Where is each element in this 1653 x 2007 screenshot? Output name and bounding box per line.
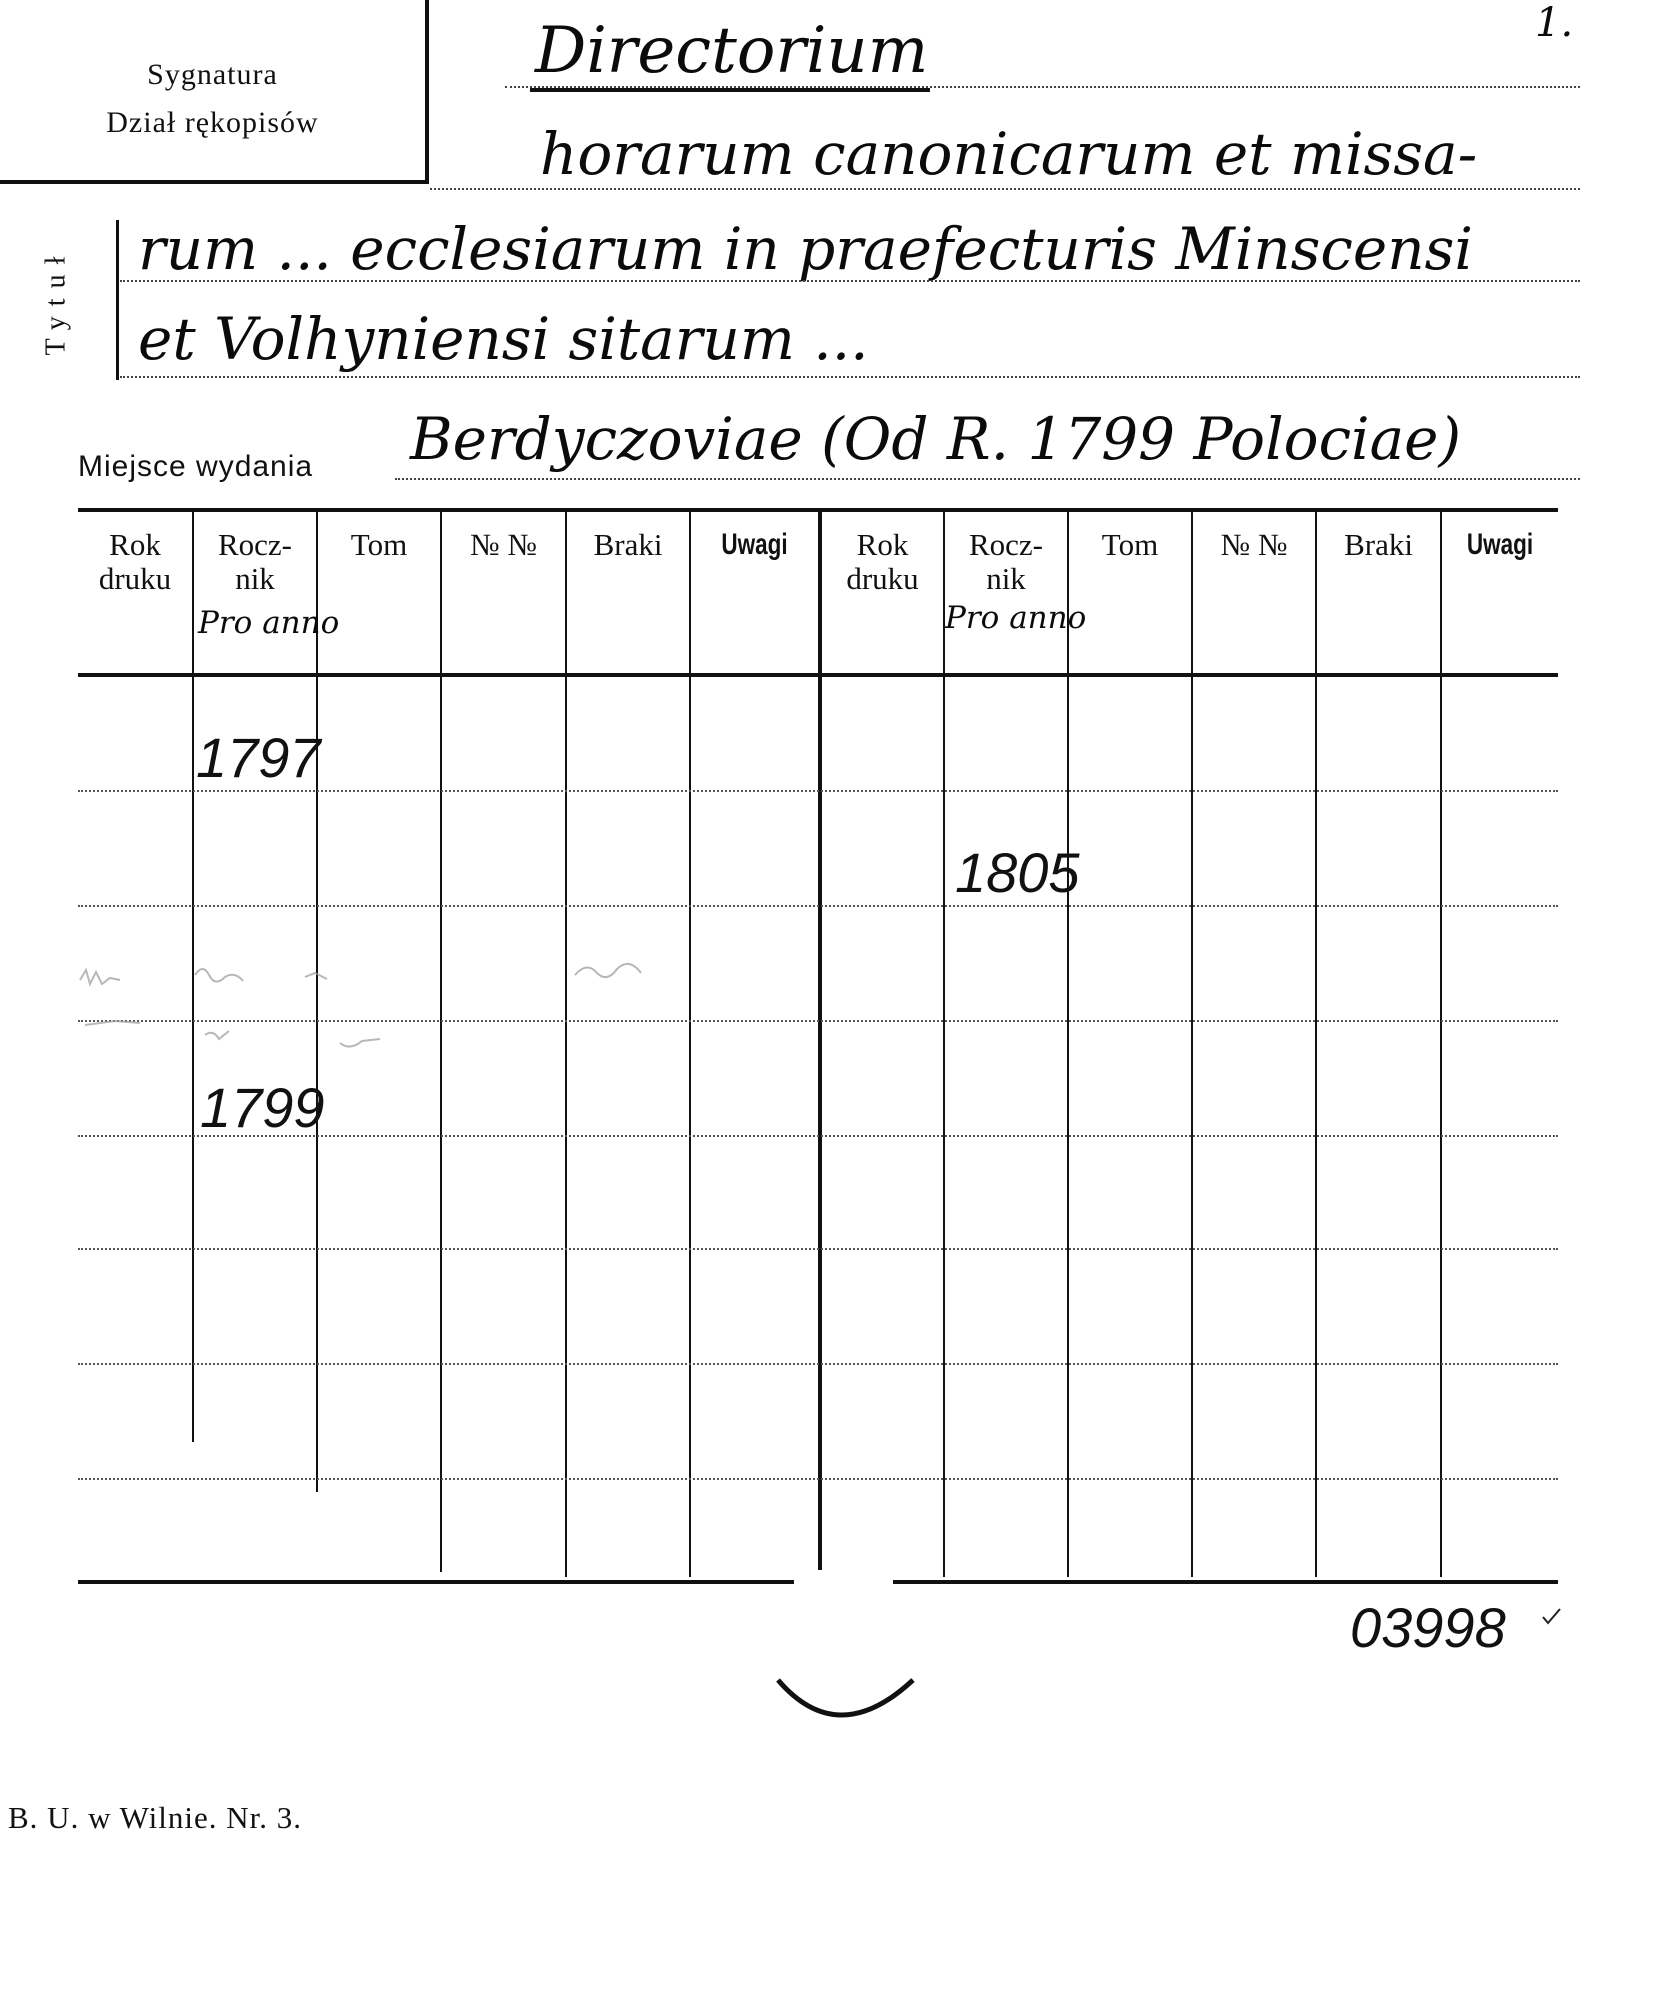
col-divider — [1191, 512, 1193, 1577]
col-header-rok-druku: Rok druku — [98, 527, 172, 596]
table-bottom-rule-left — [78, 1580, 794, 1584]
title-heading: Directorium — [535, 14, 929, 88]
col-header-uwagi: Uwagi — [721, 528, 788, 561]
col-header-braki: Braki — [593, 527, 663, 562]
title-line-4: et Volhyniensi sitarum ... — [138, 305, 869, 373]
year-entry: 1797 — [196, 726, 321, 789]
year-entry: 1805 — [955, 841, 1080, 904]
title-line-2: horarum canonicarum et missa- — [540, 120, 1478, 188]
table-row-line — [78, 905, 1558, 907]
title-dotline-3 — [120, 280, 1580, 282]
department-label: Dział rękopisów — [106, 106, 319, 139]
table-bottom-rule-right — [893, 1580, 1558, 1584]
col-header-numbers: № № — [1220, 527, 1288, 562]
col-header-tom: Tom — [350, 527, 408, 562]
title-dotline-1 — [505, 86, 1580, 88]
col-divider — [943, 512, 945, 1577]
rocznik-note: Pro anno — [198, 605, 340, 641]
table-center-divider — [818, 508, 822, 1570]
signature-box — [0, 0, 429, 184]
col-header-tom: Tom — [1101, 527, 1159, 562]
col-divider — [1315, 512, 1317, 1577]
signature-label: Sygnatura — [147, 58, 278, 91]
curve-mark — [770, 1670, 920, 1740]
title-bracket — [116, 220, 119, 380]
table-row-line — [78, 790, 1558, 792]
title-line-3: rum ... ecclesiarum in praefecturis Minscensi — [138, 215, 1473, 283]
table-row-line — [78, 1248, 1558, 1250]
col-divider — [1440, 512, 1442, 1577]
col-header-uwagi: Uwagi — [1466, 528, 1534, 561]
year-entry: 1799 — [200, 1076, 325, 1139]
place-dotline — [395, 478, 1580, 480]
title-dotline-2 — [430, 188, 1580, 190]
title-side-label: Tytuł — [40, 246, 72, 356]
place-label: Miejsce wydania — [78, 450, 314, 483]
rocznik-note: Pro anno — [945, 600, 1087, 636]
title-dotline-4 — [120, 376, 1580, 378]
title-underline — [530, 88, 930, 92]
col-divider — [1067, 512, 1069, 1577]
check-mark-icon — [1540, 1605, 1564, 1629]
table-row-line — [78, 1363, 1558, 1365]
col-header-numbers: № № — [470, 527, 537, 562]
col-header-rocznik: Rocz- nik — [968, 527, 1044, 596]
col-header-braki: Braki — [1344, 527, 1413, 562]
col-header-rocznik: Rocz- nik — [217, 527, 293, 596]
erased-pencil-marks — [75, 955, 775, 1065]
table-row-line — [78, 1478, 1558, 1480]
col-header-rok-druku: Rok druku — [846, 527, 919, 596]
inventory-number: 03998 — [1350, 1596, 1506, 1659]
place-value: Berdyczoviae (Od R. 1799 Polociae) — [410, 405, 1462, 473]
footer-text: B. U. w Wilnie. Nr. 3. — [8, 1800, 303, 1835]
card-number: 1. — [1535, 0, 1574, 46]
